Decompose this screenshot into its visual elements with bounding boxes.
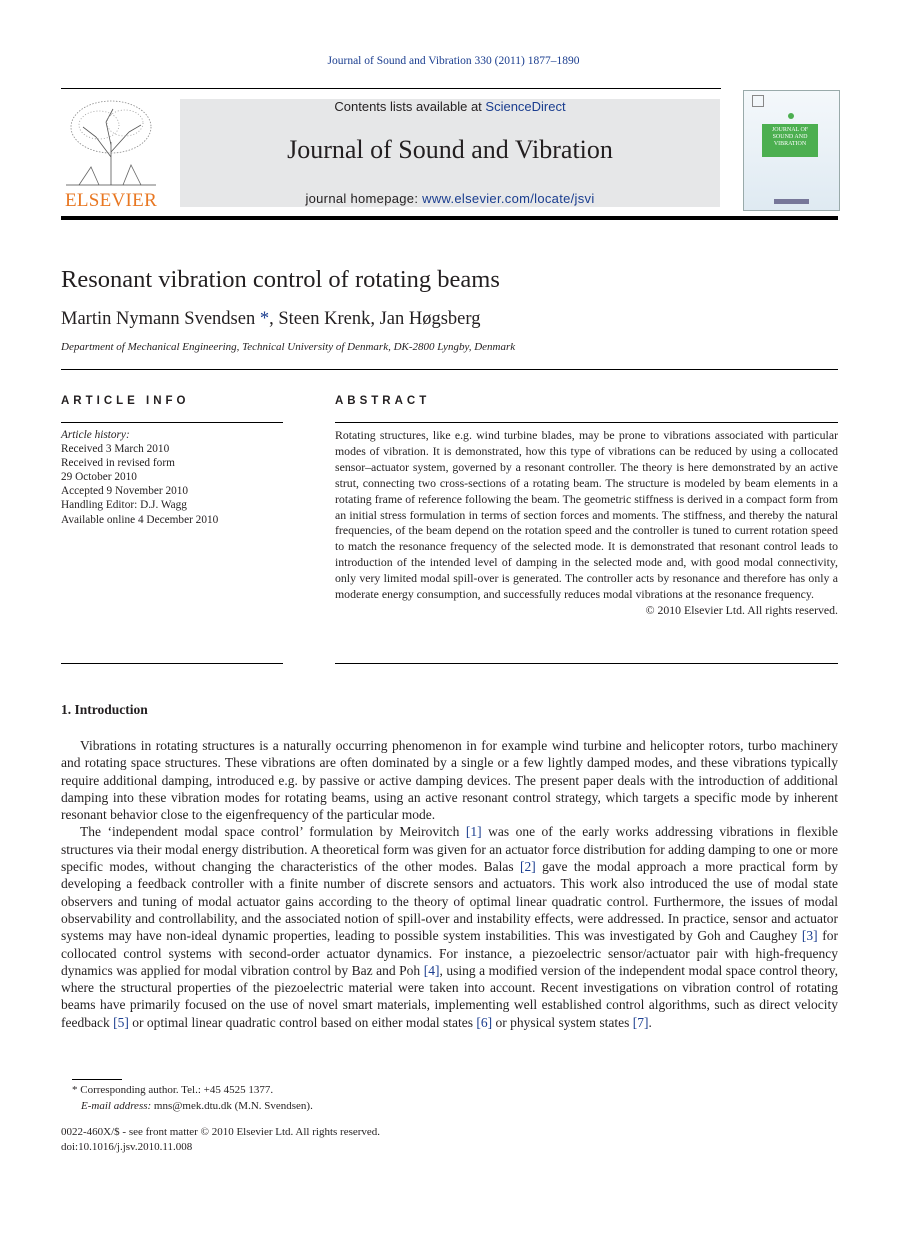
abstract-body bbox=[335, 428, 838, 619]
article-title: Resonant vibration control of rotating beams bbox=[61, 266, 500, 293]
article-history bbox=[61, 428, 283, 527]
corresponding-author-note: * Corresponding author. Tel.: +45 4525 1377. bbox=[72, 1084, 274, 1096]
issn-line: 0022-460X/$ - see front matter © 2010 Elsevier Ltd. All rights reserved. bbox=[61, 1126, 381, 1138]
sciencedirect-link[interactable]: ScienceDirect bbox=[485, 99, 566, 114]
homepage-prefix: journal homepage: bbox=[305, 191, 423, 206]
elsevier-wordmark: ELSEVIER bbox=[64, 190, 158, 211]
abstract-bottom-rule bbox=[335, 663, 838, 664]
text-span: , using a modified version of the independent modal space control theory, where the structural properties of the piezoelectric material were taken into account. Recent investigations on vibration control of rotating beams have primarily focused on the use of novel smart materials, implementing well established control algorithms, such as direct velocity feedback bbox=[61, 962, 838, 1030]
corresponding-author-mark[interactable]: * bbox=[255, 309, 270, 329]
footnote bbox=[72, 1083, 313, 1114]
other-authors: , Steen Krenk, Jan Høgsberg bbox=[269, 309, 481, 329]
footnote-rule bbox=[72, 1079, 122, 1080]
text-span: or optimal linear quadratic control based on either modal states bbox=[128, 1014, 477, 1030]
homepage-line bbox=[180, 191, 720, 206]
text-span: for collocated control systems with second-order actuator dynamics. For instance, a piezoelectric sensor/actuator pair with high-frequency dynamics was applied for modal vibration control by Baz and Poh bbox=[61, 928, 838, 978]
reference-link[interactable]: [3] bbox=[801, 928, 818, 944]
first-author: Martin Nymann Svendsen bbox=[61, 309, 256, 329]
email-label: E-mail address: bbox=[81, 1099, 152, 1112]
text-span: gave the modal approach a more practical form by developing a feedback controller with a finite number of discrete sensors and actuators. This work also introduced the use of modal state observers and tuning of modal actuator gains according to the theory of optimal linear quadratic control. Furthermore, the issues of modal observability and controllability, and the associated notion of spill-over and instability effects, were addressed. In practice, sensor and actuator systems may have non-ideal dynamic properties, leading to possible system instabilities. This was investigated by Goh and Caughey bbox=[61, 859, 838, 944]
abstract-heading: ABSTRACT bbox=[335, 395, 431, 407]
elsevier-tree-icon bbox=[61, 97, 161, 189]
history-item: 29 October 2010 bbox=[61, 471, 137, 484]
reference-link[interactable]: [4] bbox=[423, 962, 440, 978]
text-span: was one of the early works addressing vibrations in flexible structures via their modal energy distribution. A theoretical form was given for an actuator force distribution for adding damping to one or more specific modes, without changing the characteristics of the other modes. Balas bbox=[61, 824, 838, 875]
history-item: Handling Editor: D.J. Wagg bbox=[61, 499, 187, 512]
elsevier-logo[interactable] bbox=[61, 97, 161, 210]
contents-line bbox=[180, 99, 720, 114]
title-rule bbox=[61, 369, 838, 370]
text-span: or physical system states bbox=[492, 1014, 633, 1030]
text-span: . bbox=[648, 1014, 652, 1030]
contents-prefix: Contents lists available at bbox=[334, 99, 486, 114]
introduction-paragraph-1: Vibrations in rotating structures is a naturally occurring phenomenon in for example wind turbine and helicopter rotors, turbo machinery and rotating space structures. These vibrations are often dominated by a single or a few lightly damped modes, and these vibrations typically require additional damping, introduced e.g. by passive or active damping devices. The present paper deals with the introduction of additional damping into these vibration modes for rotating beams, using an active resonant control strategy, which targets a specific mode by inherent resonant behavior close to the eigenfrequency of the particular mode. bbox=[61, 738, 838, 823]
cover-title-text: JOURNAL OF SOUND AND VIBRATION bbox=[771, 127, 809, 147]
journal-title: Journal of Sound and Vibration bbox=[287, 135, 613, 164]
header-thick-rule bbox=[61, 216, 838, 220]
abstract-text: Rotating structures, like e.g. wind turbine blades, may be prone to vibrations associated with particular modes of vibration. It is demonstrated, how this type of vibrations can be reduced by using a collocated sensor–actuator system, governed by a resonant controller. The theory is here demonstrated by an active strut, connecting two cross-sections of a rotating beam. The structure is modeled by beam elements in a rotating frame of reference following the beam. The geometric stiffness is derived in a compact form from an initial stress formulation in terms of section forces and moments. The stiffness, and thereby the natural frequencies, of the beam depend on the rotation speed and the controller is tuned to current rotation speed to match the resonance frequency of the selected mode. It is demonstrated that resonant control leads to introduction of the intended level of damping in the selected mode and, with good modal connectivity, only very limited modal spill-over is generated. The controller acts by resonance and therefore has only a moderate energy consumption, and successfully reduces modal vibrations at the resonance frequency. bbox=[335, 428, 838, 602]
article-info-bottom-rule bbox=[61, 663, 283, 664]
history-item: Accepted 9 November 2010 bbox=[61, 485, 189, 498]
cover-corner-mark bbox=[752, 95, 764, 107]
history-item: Received 3 March 2010 bbox=[61, 443, 170, 456]
journal-citation[interactable]: Journal of Sound and Vibration 330 (2011) 1877–1890 bbox=[327, 55, 580, 67]
history-item: Available online 4 December 2010 bbox=[61, 513, 219, 526]
doi-line[interactable]: doi:10.1016/j.jsv.2010.11.008 bbox=[61, 1141, 193, 1153]
homepage-link[interactable]: www.elsevier.com/locate/jsvi bbox=[422, 191, 595, 206]
reference-link[interactable]: [5] bbox=[113, 1014, 129, 1030]
article-info-rule bbox=[61, 422, 283, 423]
abstract-copyright: © 2010 Elsevier Ltd. All rights reserved. bbox=[645, 602, 838, 617]
history-label: Article history: bbox=[61, 429, 130, 441]
front-matter-info bbox=[61, 1125, 380, 1155]
cover-dot bbox=[788, 113, 794, 119]
article-info-heading: ARTICLE INFO bbox=[61, 395, 190, 407]
reference-link[interactable]: [6] bbox=[476, 1014, 493, 1030]
cover-publisher-mark bbox=[774, 199, 809, 204]
author-list bbox=[61, 309, 480, 330]
text-span: The ‘independent modal space control’ formulation by Meirovitch bbox=[80, 824, 466, 840]
reference-link[interactable]: [7] bbox=[632, 1014, 649, 1030]
reference-link[interactable]: [1] bbox=[465, 824, 482, 840]
section-heading-introduction: 1. Introduction bbox=[61, 702, 148, 717]
journal-cover-thumbnail[interactable] bbox=[743, 90, 840, 211]
email-value[interactable]: mns@mek.dtu.dk (M.N. Svendsen). bbox=[151, 1099, 313, 1112]
history-item: Received in revised form bbox=[61, 457, 175, 470]
email-line bbox=[72, 1099, 313, 1115]
introduction-paragraph-2 bbox=[61, 823, 838, 1031]
introduction-body bbox=[61, 737, 838, 1031]
abstract-rule bbox=[335, 422, 838, 423]
affiliation: Department of Mechanical Engineering, Technical University of Denmark, DK-2800 Lyngby, Denmark bbox=[61, 341, 516, 353]
header-rule bbox=[61, 88, 721, 89]
journal-banner bbox=[180, 99, 720, 207]
reference-link[interactable]: [2] bbox=[519, 859, 536, 875]
